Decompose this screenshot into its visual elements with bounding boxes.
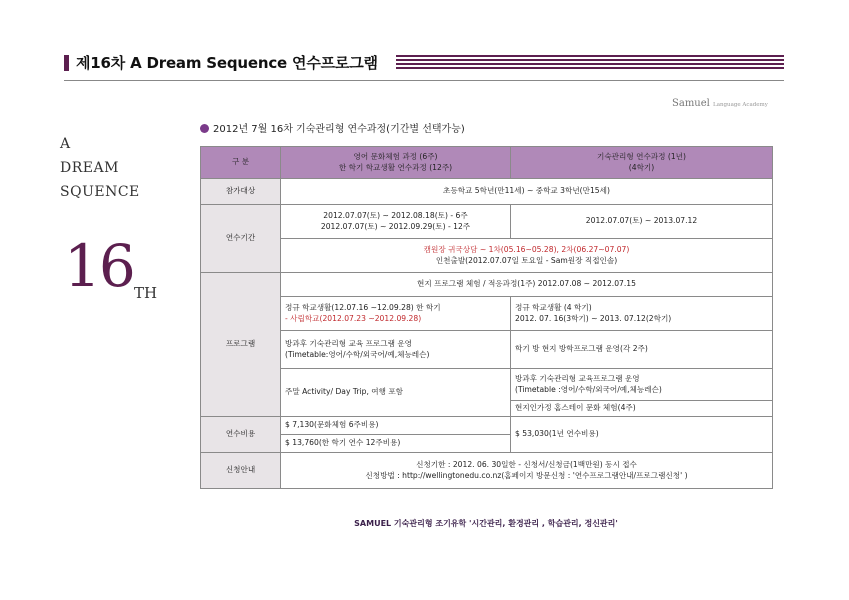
table-row-program-3 <box>201 331 773 369</box>
period-label: 연수기간 <box>201 205 281 273</box>
program-r4-col2 <box>511 369 773 401</box>
bullet-icon <box>200 124 209 133</box>
camp-info-line2: 인천출발(2012.07.07일 토요일 - Sam원장 직접인솔) <box>435 255 618 265</box>
period-col1 <box>281 205 511 239</box>
apply-deadline <box>285 460 768 470</box>
title-marker <box>64 55 69 71</box>
brand-logo <box>672 98 768 109</box>
title-stripes <box>396 55 784 71</box>
table-row-period <box>201 205 773 239</box>
apply-deadline-text: 신청기한 : 2012. 06. 30일한 - 신청서/신청금(1백만원) 동시 접수 <box>416 460 637 470</box>
target-value: 초등학교 5학년(만11세) ~ 중학교 3학년(만15세) <box>281 179 773 205</box>
apply-method: 신청방법 : http://wellingtonedu.co.nz(홈페이지 방문신청 : '연수프로그램안내/프로그램신청' ) <box>365 470 688 480</box>
period-col1-line1: 2012.07.07(토) ~ 2012.08.18(토) - 6주 <box>323 211 468 221</box>
program-r3-col2: 학기 방 현지 방학프로그램 운영(각 2주) <box>511 331 773 369</box>
table-row-cost-1 <box>201 417 773 435</box>
cost-col2: $ 53,030(1년 연수비용) <box>511 417 773 453</box>
section-heading-text: 2012년 7월 16차 기숙관리형 연수과정(기간별 선택가능) <box>213 124 465 135</box>
program-r3-col1-line2: (Timetable:영어/수학/외국어/예,체능레슨) <box>285 349 430 359</box>
side-word-sequence: SQUENCE <box>60 184 140 200</box>
apply-value <box>281 453 773 489</box>
table-row-program-2 <box>201 297 773 331</box>
brand-subtitle: Language Academy <box>713 102 768 108</box>
program-r4-col2-line1: 방과후 기숙관리형 교육프로그램 운영 <box>515 374 640 384</box>
header-col1-cell <box>281 147 511 179</box>
header-col1-line2: 한 학기 학교생활 연수과정 (12주) <box>338 162 453 172</box>
program-r2-col1-line2: - 사립학교(2012.07.23 ~2012.09.28) <box>285 313 422 323</box>
program-r2-col2-line1: 정규 학교생활 (4 학기) <box>515 303 592 313</box>
table-row-camp <box>201 239 773 273</box>
program-r2-col2-line2: 2012. 07. 16(3학기) ~ 2013. 07.12(2학기) <box>515 313 672 323</box>
table-header-row <box>201 147 773 179</box>
program-row1: 현지 프로그램 체험 / 적응과정(1주) 2012.07.08 ~ 2012.07.15 <box>281 273 773 297</box>
brand-name: Samuel <box>672 98 710 109</box>
cost-col1-line2: $ 13,760(한 학기 연수 12주비용) <box>281 435 511 453</box>
title-bar <box>64 52 784 76</box>
edition-number: 16 <box>64 232 134 300</box>
program-r2-col2 <box>511 297 773 331</box>
program-r3-col1-line1: 방과후 기숙관리형 교육 프로그램 운영 <box>285 339 413 349</box>
table-row-apply <box>201 453 773 489</box>
cost-col1-line1: $ 7,130(문화체험 6주비용) <box>281 417 511 435</box>
program-r4-col2-line2: (Timetable :영어/수학/외국어/예,체능레슨) <box>515 384 662 394</box>
camp-info <box>281 239 773 273</box>
table-row-program-1 <box>201 273 773 297</box>
period-col1-line2: 2012.07.07(토) ~ 2012.09.29(토) - 12주 <box>320 221 471 231</box>
side-word-a: A <box>60 136 71 152</box>
side-word-dream: DREAM <box>60 160 119 176</box>
header-label-cell: 구 분 <box>201 147 281 179</box>
program-r3-col1 <box>281 331 511 369</box>
header-col2-line2: (4학기) <box>628 162 655 172</box>
footer-slogan: SAMUEL 기숙관리형 조기유학 '시간관리, 환경관리 , 학습관리, 정신관리' <box>354 519 618 528</box>
program-r4-col1: 주말 Activity/ Day Trip, 여행 포함 <box>281 369 511 417</box>
header-col2-line1: 기숙관리형 연수과정 (1년) <box>597 152 686 162</box>
table-row-target <box>201 179 773 205</box>
camp-info-line1: 캠원장 귀국상담 ~ 1차(05.16~05.28), 2차(06.27~07.07) <box>423 245 630 255</box>
program-table <box>200 146 773 489</box>
apply-label: 신청안내 <box>201 453 281 489</box>
header-col2-cell <box>511 147 773 179</box>
period-col2: 2012.07.07(토) ~ 2013.07.12 <box>511 205 773 239</box>
program-r2-col1 <box>281 297 511 331</box>
edition-suffix: TH <box>134 284 158 302</box>
header-col1-line1: 영어 문화체험 과정 (6주) <box>353 152 438 162</box>
section-heading <box>200 120 465 135</box>
program-r2-col1-line1: 정규 학교생활(12.07.16 ~12.09.28) 한 학기 <box>285 303 441 313</box>
program-r5-col2: 현지인가정 홈스테이 문화 체험(4주) <box>511 401 773 417</box>
table-row-program-4 <box>201 369 773 401</box>
title-divider <box>64 80 784 81</box>
target-label: 참가대상 <box>201 179 281 205</box>
program-label: 프로그램 <box>201 273 281 417</box>
cost-label: 연수비용 <box>201 417 281 453</box>
page-title: 제16차 A Dream Sequence 연수프로그램 <box>76 54 378 72</box>
